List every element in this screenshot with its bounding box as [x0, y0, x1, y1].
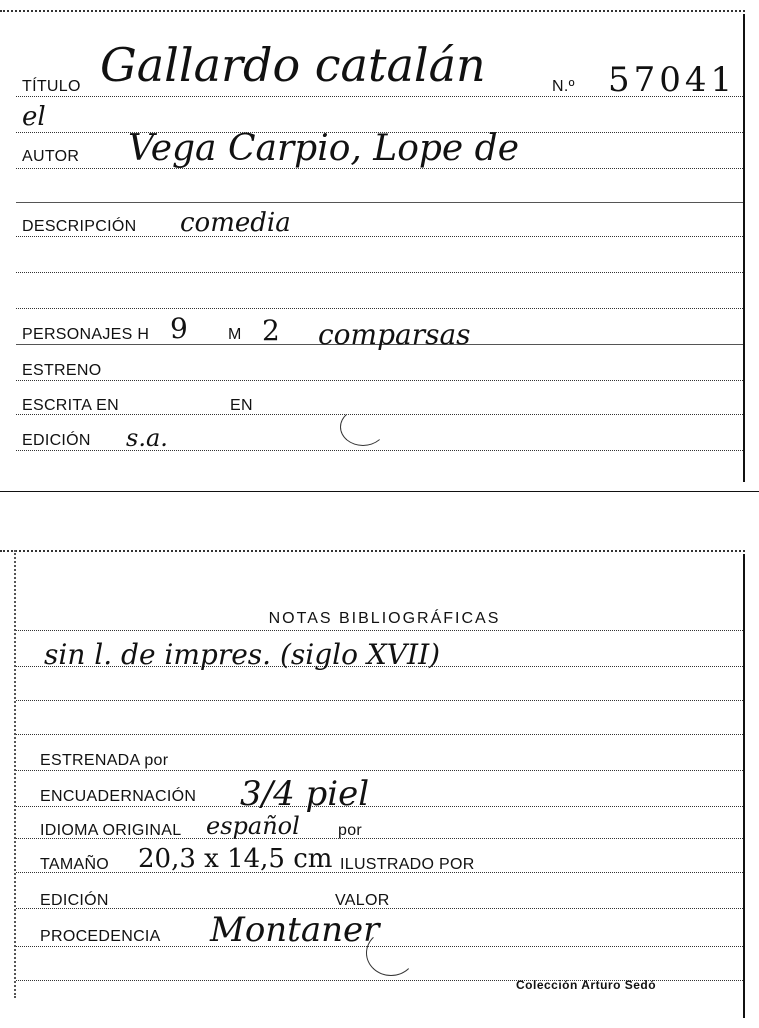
card-top-edge [0, 10, 745, 12]
estrenada-label: ESTRENADA por [40, 752, 169, 769]
rule [16, 630, 743, 631]
valor-label: VALOR [335, 892, 390, 909]
rule [16, 236, 743, 237]
rule [16, 770, 743, 771]
personajes-extra: comparsas [318, 318, 471, 351]
punch-hole-mark [340, 408, 386, 446]
procedencia-label: PROCEDENCIA [40, 928, 161, 945]
ilustrado-label: ILUSTRADO POR [340, 856, 475, 873]
rule [16, 734, 743, 735]
collection-credit: Colección Arturo Sedó [516, 978, 657, 992]
rule [16, 308, 743, 309]
card-top-edge [0, 550, 745, 552]
notas-title: NOTAS BIBLIOGRÁFICAS [268, 610, 501, 627]
titulo-value: Gallardo catalán [100, 38, 486, 92]
escrita-en-label: EN [230, 397, 253, 414]
rule [16, 700, 743, 701]
tamano-label: TAMAÑO [40, 856, 110, 873]
edicion-value: s.a. [126, 424, 168, 452]
card-bottom-edge [0, 491, 759, 492]
idioma-value: español [206, 812, 300, 840]
numero-label: N.º [552, 78, 575, 95]
titulo-label: TÍTULO [22, 78, 81, 95]
catalog-card-back [0, 540, 759, 1028]
card-right-edge [743, 14, 745, 482]
personajes-m-label: M [228, 326, 242, 343]
autor-value: Vega Carpio, Lope de [128, 128, 520, 169]
idioma-label: IDIOMA ORIGINAL [40, 822, 182, 839]
rule [16, 806, 743, 807]
autor-label: AUTOR [22, 148, 80, 165]
personajes-m-value: 2 [262, 314, 280, 347]
descripcion-value: comedia [180, 208, 291, 238]
escrita-label: ESCRITA EN [22, 397, 119, 414]
tamano-value: 20,3 x 14,5 cm [138, 844, 333, 874]
titulo-continuation: el [22, 102, 46, 132]
personajes-label: PERSONAJES H [22, 326, 150, 343]
encuadernacion-value: 3/4 piel [240, 774, 370, 814]
catalog-card-front [0, 0, 759, 492]
procedencia-value: Montaner [210, 910, 380, 950]
rule [16, 380, 743, 381]
rule [16, 272, 743, 273]
rule [16, 202, 743, 203]
notas-value: sin l. de impres. (siglo XVII) [44, 638, 441, 671]
numero-value: 57041 [608, 60, 737, 100]
estreno-label: ESTRENO [22, 362, 102, 379]
personajes-h-value: 9 [170, 312, 188, 345]
punch-hole-mark [366, 930, 416, 976]
idioma-por-label: por [338, 822, 363, 839]
descripcion-label: DESCRIPCIÓN [22, 218, 137, 235]
edicion-label: EDICIÓN [22, 432, 91, 449]
edicion-back-label: EDICIÓN [40, 892, 109, 909]
encuadernacion-label: ENCUADERNACIÓN [40, 788, 197, 805]
